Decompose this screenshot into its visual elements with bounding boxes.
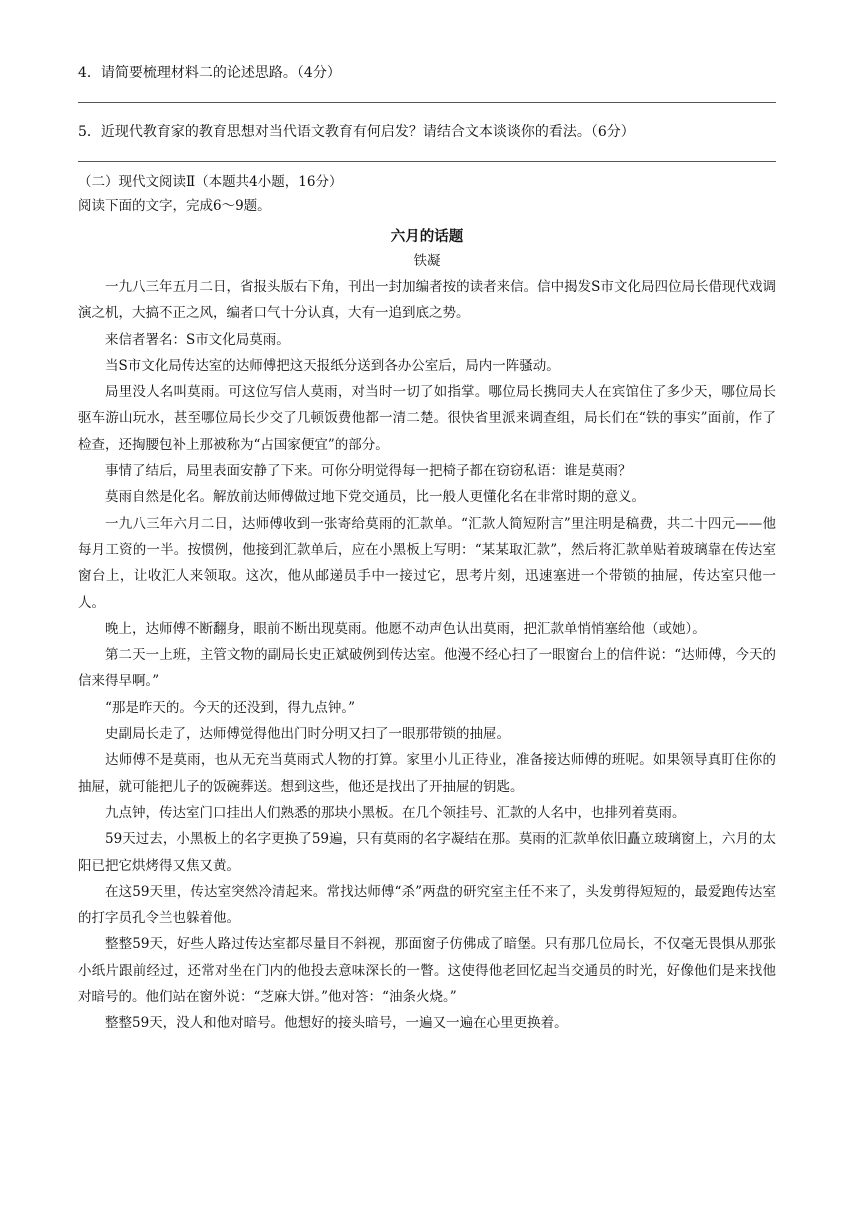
article-paragraph: “那是昨天的。今天的还没到，得九点钟。” <box>105 699 356 716</box>
exam-page <box>78 62 776 1037</box>
article-paragraph: 一九八三年六月二日，达师傅收到一张寄给莫雨的汇款单。“汇款人简短附言”里注明是稿费，共二十四元——他每月工资的一半。按惯例，他接到汇款单后，应在小黑板上写明：“某某取汇款”，然后将汇款单贴着玻璃靠在传达室窗台上，让收汇人来领取。这次，他从邮递员手中一接过它，思考片刻，迅速塞进一个带锁的抽屉，传达室只他一人。 <box>78 515 776 611</box>
section-header: （二）现代文阅读Ⅱ（本题共4小题，16分） <box>78 174 343 190</box>
article-body <box>78 274 776 1037</box>
article-paragraph: 一九八三年五月二日，省报头版右下角，刊出一封加编者按的读者来信。信中揭发S市文化局四位局长借现代戏调演之机，大搞不正之风，编者口气十分认真，大有一追到底之势。 <box>78 279 776 322</box>
article-paragraph: 史副局长走了，达师傅觉得他出门时分明又扫了一眼那带锁的抽屉。 <box>105 726 510 743</box>
article-paragraph: 第二天一上班，主管文物的副局长史正斌破例到传达室。他漫不经心扫了一眼窗台上的信件说：“达师傅，今天的信来得早啊。” <box>78 647 776 690</box>
article-paragraph: 莫雨自然是化名。解放前达师傅做过地下党交通员，比一般人更懂化名在非常时期的意义。 <box>105 489 645 506</box>
article-author: 铁凝 <box>413 253 441 269</box>
article-paragraph: 达师傅不是莫雨，也从无充当莫雨式人物的打算。家里小儿正待业，准备接达师傅的班呢。如果领导真盯住你的抽屉，就可能把儿子的饭碗葬送。想到这些，他还是找出了开抽屉的钥匙。 <box>78 752 776 795</box>
article-paragraph: 九点钟，传达室门口挂出人们熟悉的那块小黑板。在几个领挂号、汇款的人名中，也排列着莫雨。 <box>105 804 686 821</box>
article-paragraph: 来信者署名：S市文化局莫雨。 <box>105 331 290 348</box>
article-paragraph: 整整59天，没人和他对暗号。他想好的接头暗号，一遍又一遍在心里更换着。 <box>105 1015 568 1032</box>
article-paragraph: 59天过去，小黑板上的名字更换了59遍，只有莫雨的名字凝结在那。莫雨的汇款单依旧矗立玻璃窗上，六月的太阳已把它烘烤得又焦又黄。 <box>78 831 776 874</box>
reading-instruction: 阅读下面的文字，完成6～9题。 <box>78 198 271 214</box>
article-title: 六月的话题 <box>390 228 464 245</box>
article-paragraph: 整整59天，好些人路过传达室都尽量目不斜视，那面窗子仿佛成了暗堡。只有那几位局长，不仅毫无畏惧从那张小纸片跟前经过，还常对坐在门内的他投去意味深长的一瞥。这使得他老回忆起当交通员的时光，好像他们是来找他对暗号的。他们站在窗外说：“芝麻大饼。”他对答：“油条火烧。” <box>78 936 776 1006</box>
article-paragraph: 晚上，达师傅不断翻身，眼前不断出现莫雨。他愿不动声色认出莫雨，把汇款单悄悄塞给他（或她）。 <box>105 620 706 637</box>
article-paragraph: 事情了结后，局里表面安静了下来。可你分明觉得每一把椅子都在窃窃私语：谁是莫雨？ <box>105 463 632 480</box>
article-paragraph: 当S市文化局传达室的达师傅把这天报纸分送到各办公室后，局内一阵骚动。 <box>105 357 560 374</box>
question-5: 5．近现代教育家的教育思想对当代语文教育有何启发？请结合文本谈谈你的看法。（6分） <box>78 124 635 140</box>
answer-line-5 <box>78 161 776 162</box>
article-paragraph: 局里没人名叫莫雨。可这位写信人莫雨，对当时一切了如指掌。哪位局长携同夫人在宾馆住了多少天，哪位局长驱车游山玩水，甚至哪位局长少交了几顿饭费他都一清二楚。很快省里派来调查组，局长们在“铁的事实”面前，作了检查，还掏腰包补上那被称为“占国家便宜”的部分。 <box>78 384 776 453</box>
question-4: 4．请简要梳理材料二的论述思路。（4分） <box>78 65 341 81</box>
article-paragraph: 在这59天里，传达室突然冷清起来。常找达师傅“杀”两盘的研究室主任不来了，头发剪得短短的，最爱跑传达室的打字员孔令兰也躲着他。 <box>78 883 776 927</box>
